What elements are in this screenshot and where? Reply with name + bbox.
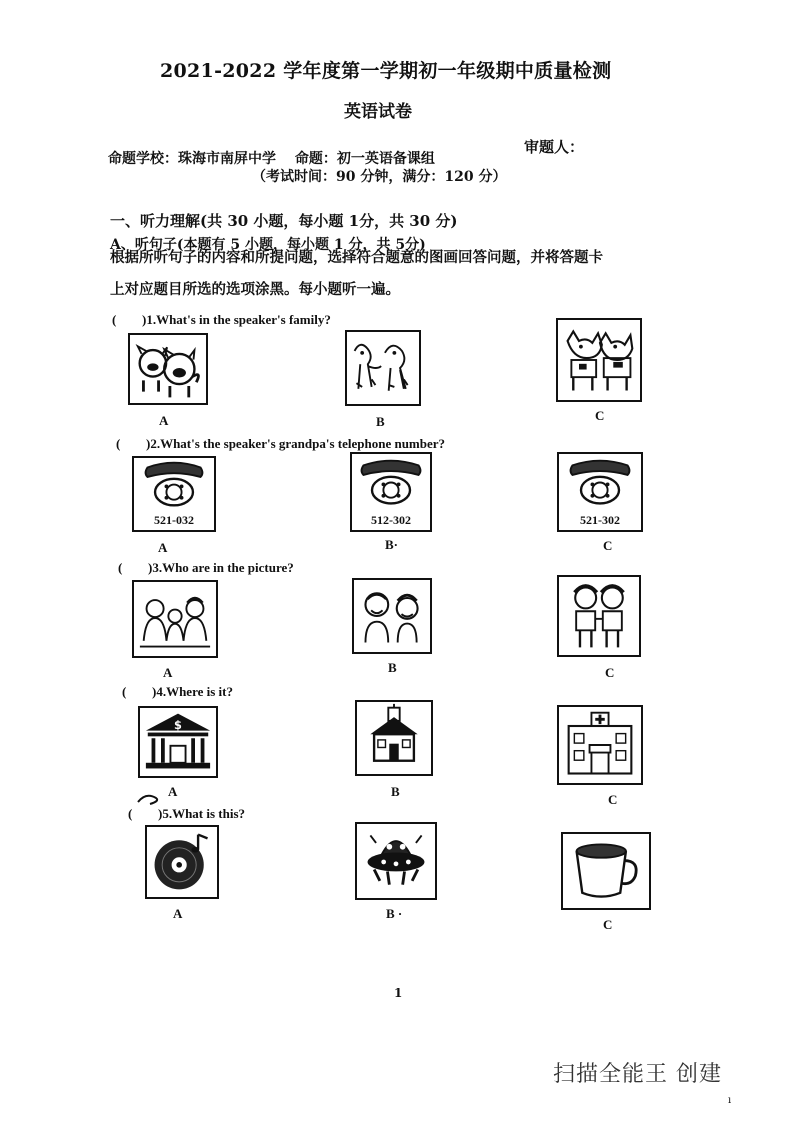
- option-1a-label: A: [159, 413, 169, 428]
- option-3c-label: C: [605, 665, 615, 680]
- option-2c-label: C: [603, 538, 613, 553]
- corner-mark: ı: [728, 1095, 732, 1106]
- reviewer-label: 审题人：: [524, 138, 585, 156]
- option-2a-label: A: [158, 540, 168, 555]
- option-5c-image[interactable]: [561, 832, 651, 910]
- exam-meta: （考试时间：90 分钟，满分：120 分）: [252, 169, 507, 185]
- pigs-icon: [130, 335, 206, 403]
- hospital-icon: [559, 707, 641, 783]
- family-icon: [134, 582, 216, 656]
- question-4: [122, 684, 233, 700]
- grandparents-icon: [354, 580, 430, 652]
- phone-number-caption: 521-302: [580, 513, 620, 527]
- question-1: [112, 312, 331, 328]
- option-3b-image[interactable]: [352, 578, 432, 654]
- school-line: 命题学校：珠海市南屏中学 命题：初一英语备课组: [108, 151, 435, 167]
- section-heading: 一、听力理解(共 30 小题，每小题 1分，共 30 分): [110, 212, 458, 230]
- option-4c-label: C: [608, 792, 618, 807]
- answer-paren[interactable]: (: [112, 312, 117, 327]
- question-3: [118, 560, 294, 576]
- option-1a-image[interactable]: [128, 333, 208, 405]
- cd-disc-icon: [147, 827, 217, 897]
- scanner-watermark: 扫描全能王 创建: [553, 1062, 722, 1087]
- option-4b-label: B: [391, 784, 400, 799]
- option-2a-image[interactable]: [132, 456, 216, 532]
- option-5a-image[interactable]: [145, 825, 219, 899]
- question-text: )2.What's the speaker's grandpa's telephone number?: [146, 436, 446, 451]
- answer-paren[interactable]: (: [122, 684, 127, 699]
- answer-paren[interactable]: (: [118, 560, 123, 575]
- option-3c-image[interactable]: [557, 575, 641, 657]
- option-4a-image[interactable]: [138, 706, 218, 778]
- page-number: 1: [394, 986, 403, 1000]
- option-1c-image[interactable]: [556, 318, 642, 402]
- option-4b-image[interactable]: [355, 700, 433, 776]
- exam-subtitle: 英语试卷: [344, 102, 412, 122]
- option-2b-label: B·: [385, 537, 399, 552]
- option-1b-label: B: [376, 414, 385, 429]
- option-3a-label: A: [163, 665, 173, 680]
- option-5a-label: A: [173, 906, 183, 921]
- phone-number-caption: 521-032: [154, 513, 194, 527]
- option-2b-image[interactable]: [350, 452, 432, 532]
- svg-text:$: $: [174, 717, 182, 732]
- question-text: )3.Who are in the picture?: [148, 560, 294, 575]
- dogs-icon: [347, 332, 419, 404]
- question-text: )5.What is this?: [158, 806, 246, 821]
- option-2c-image[interactable]: [557, 452, 643, 532]
- ufo-icon: [357, 824, 435, 898]
- pen-mark-icon: [134, 792, 164, 812]
- option-1b-image[interactable]: [345, 330, 421, 406]
- option-5b-image[interactable]: [355, 822, 437, 900]
- option-5b-label: B ·: [386, 906, 403, 921]
- answer-paren[interactable]: (: [128, 806, 133, 821]
- bank-icon: [140, 708, 216, 776]
- children-icon: [559, 577, 639, 655]
- option-4c-image[interactable]: [557, 705, 643, 785]
- option-5c-label: C: [603, 917, 613, 932]
- question-text: )4.Where is it?: [152, 684, 233, 699]
- school-icon: [357, 702, 431, 774]
- question-2: [116, 436, 445, 452]
- phone-number-caption: 512-302: [371, 513, 411, 527]
- option-3b-label: B: [388, 660, 397, 675]
- option-3a-image[interactable]: [132, 580, 218, 658]
- option-1c-label: C: [595, 408, 605, 423]
- part-a-heading: A、听句子(本题有 5 小题，每小题 1 分，共 5分): [110, 237, 426, 253]
- option-4a-label: A: [168, 784, 178, 799]
- cows-icon: [558, 320, 640, 400]
- instruction-line-2: 上对应题目所选的选项涂黑。每小题听一遍。: [110, 281, 400, 298]
- cup-icon: [563, 834, 649, 908]
- question-text: )1.What's in the speaker's family?: [142, 312, 331, 327]
- instruction-line-1: 根据所听句子的内容和所提问题，选择符合题意的图画回答问题，并将答题卡: [110, 249, 603, 266]
- answer-paren[interactable]: (: [116, 436, 121, 451]
- exam-title: 2021-2022 学年度第一学期初一年级期中质量检测: [160, 60, 612, 82]
